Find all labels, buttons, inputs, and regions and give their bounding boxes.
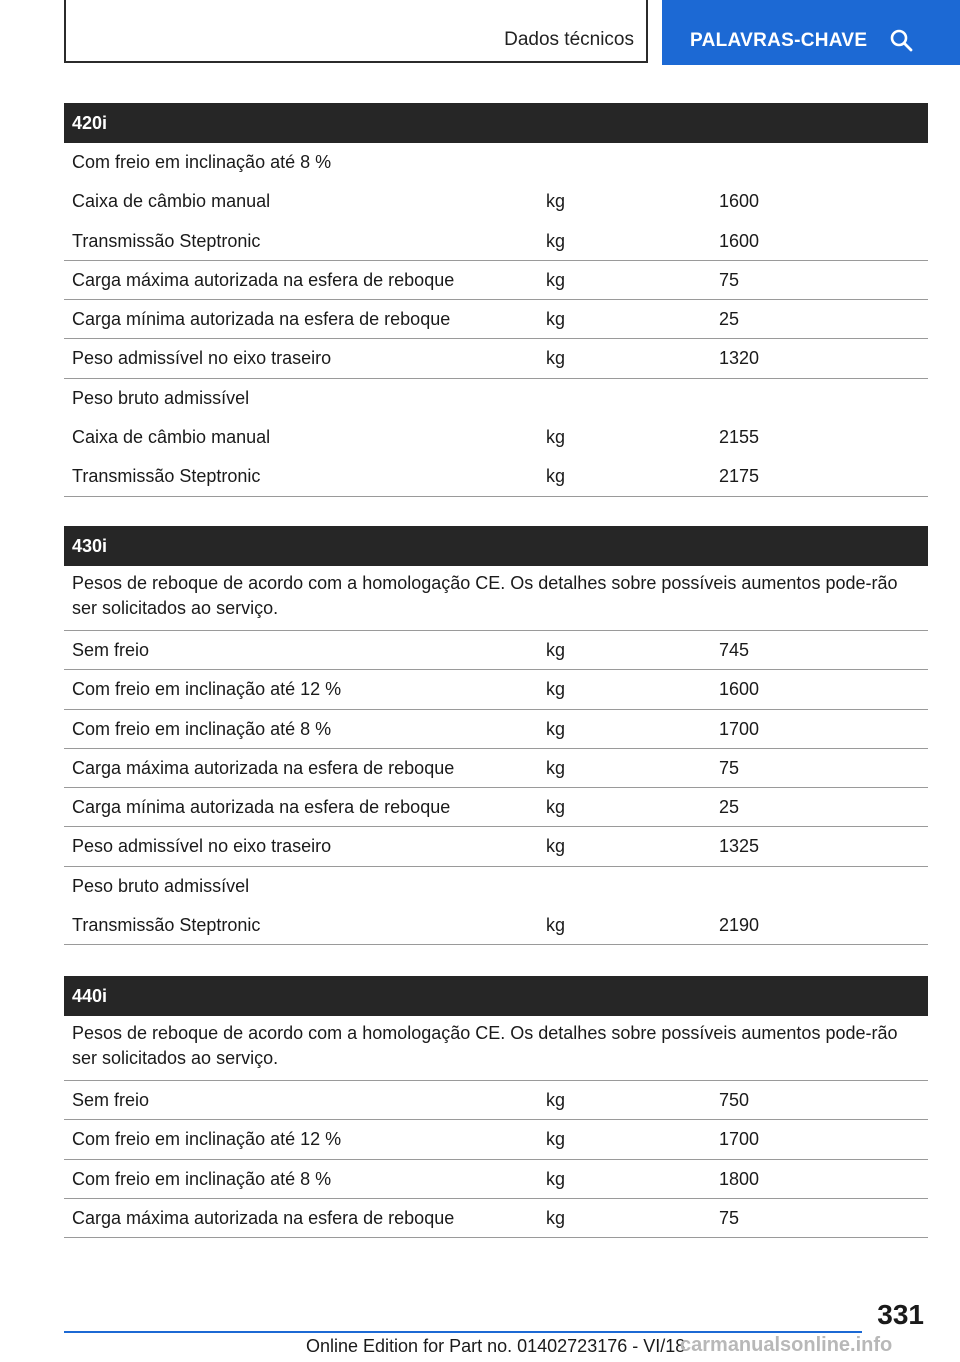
row-unit: kg (546, 269, 566, 290)
row-value: 75 (719, 757, 740, 778)
row-unit: kg (546, 757, 566, 778)
table-row (64, 339, 928, 378)
keywords-label: PALAVRAS-CHAVE (690, 30, 868, 51)
row-value: 2190 (719, 915, 760, 936)
row-unit: kg (546, 348, 566, 369)
table-row (64, 457, 928, 496)
row-label: Peso bruto admissível (72, 387, 250, 408)
row-value: 2175 (719, 466, 760, 487)
row-value: 1600 (719, 191, 760, 212)
page-number: 331 (877, 1299, 924, 1330)
row-label: Transmissão Steptronic (72, 466, 261, 487)
search-icon (889, 28, 913, 52)
table-note: Pesos de reboque de acordo com a homologação CE. Os detalhes sobre possíveis aumentos pode-rão ser solicitados ao serviço. (72, 573, 898, 618)
row-label: Carga máxima autorizada na esfera de reboque (72, 1207, 455, 1228)
table-title: 420i (64, 103, 928, 143)
table-row (64, 906, 928, 945)
table-row (64, 418, 928, 457)
row-value: 745 (719, 640, 750, 660)
row-label: Carga mínima autorizada na esfera de reboque (72, 797, 451, 818)
table-row (64, 222, 928, 261)
row-label: Transmissão Steptronic (72, 230, 261, 251)
row-value: 25 (719, 309, 740, 330)
row-label: Caixa de câmbio manual (72, 427, 271, 448)
row-unit: kg (546, 718, 566, 739)
row-value: 1325 (719, 836, 760, 857)
row-value: 1700 (719, 1129, 760, 1150)
row-unit: kg (546, 1090, 566, 1110)
table-note-row (64, 566, 928, 631)
table-title: 430i (64, 526, 928, 566)
row-value: 750 (719, 1090, 750, 1110)
row-label: Transmissão Steptronic (72, 915, 261, 936)
table-title: 440i (64, 976, 928, 1016)
row-label: Peso admissível no eixo traseiro (72, 348, 332, 369)
edition-text: Online Edition for Part no. 01402723176 - VI/18 (306, 1336, 686, 1356)
row-unit: kg (546, 836, 566, 857)
row-unit: kg (546, 427, 566, 448)
section-title: Dados técnicos (504, 29, 634, 50)
watermark: carmanualsonline.info (680, 1334, 893, 1356)
table-row (64, 1160, 928, 1199)
row-value: 75 (719, 1207, 740, 1228)
table-row (64, 182, 928, 221)
table-row (64, 261, 928, 300)
row-label: Com freio em inclinação até 8 % (72, 152, 332, 172)
row-label: Com freio em inclinação até 8 % (72, 718, 332, 739)
table-row (64, 300, 928, 339)
row-label: Peso bruto admissível (72, 875, 250, 896)
table-row (64, 670, 928, 709)
row-unit: kg (546, 1168, 566, 1189)
table-row (64, 1120, 928, 1159)
row-unit: kg (546, 640, 566, 660)
row-unit: kg (546, 230, 566, 251)
row-value: 25 (719, 797, 740, 818)
table-row (64, 710, 928, 749)
row-unit: kg (546, 1129, 566, 1150)
row-label: Carga máxima autorizada na esfera de reboque (72, 269, 455, 290)
row-label: Com freio em inclinação até 8 % (72, 1168, 332, 1189)
row-label: Caixa de câmbio manual (72, 191, 271, 212)
row-value: 75 (719, 269, 740, 290)
keywords-button[interactable] (662, 0, 960, 65)
table-row (64, 788, 928, 827)
row-unit: kg (546, 797, 566, 818)
spec-table-440i (64, 976, 928, 1238)
spec-table-420i (64, 103, 928, 497)
row-value: 1320 (719, 348, 760, 369)
table-row (64, 827, 928, 866)
table-row (64, 379, 928, 418)
row-label: Carga máxima autorizada na esfera de reboque (72, 757, 455, 778)
row-value: 1800 (719, 1168, 760, 1189)
table-row (64, 867, 928, 906)
row-label: Com freio em inclinação até 12 % (72, 1129, 342, 1150)
table-note: Pesos de reboque de acordo com a homologação CE. Os detalhes sobre possíveis aumentos pode-rão ser solicitados ao serviço. (72, 1023, 898, 1068)
table-note-row (64, 1016, 928, 1081)
row-unit: kg (546, 1207, 566, 1228)
table-row (64, 1081, 928, 1120)
row-label: Carga mínima autorizada na esfera de reboque (72, 309, 451, 330)
table-row (64, 1199, 928, 1238)
row-label: Sem freio (72, 640, 150, 660)
row-label: Com freio em inclinação até 12 % (72, 679, 342, 700)
row-unit: kg (546, 915, 566, 936)
row-unit: kg (546, 679, 566, 700)
row-label: Peso admissível no eixo traseiro (72, 836, 332, 857)
row-unit: kg (546, 466, 566, 487)
row-unit: kg (546, 309, 566, 330)
table-row (64, 143, 928, 182)
footer-divider (64, 1331, 862, 1333)
header-section-box (64, 0, 648, 63)
table-row (64, 631, 928, 670)
spec-table-430i (64, 526, 928, 945)
row-unit: kg (546, 191, 566, 212)
row-value: 1700 (719, 718, 760, 739)
table-row (64, 749, 928, 788)
row-value: 2155 (719, 427, 760, 448)
row-value: 1600 (719, 230, 760, 251)
row-value: 1600 (719, 679, 760, 700)
row-label: Sem freio (72, 1090, 150, 1110)
